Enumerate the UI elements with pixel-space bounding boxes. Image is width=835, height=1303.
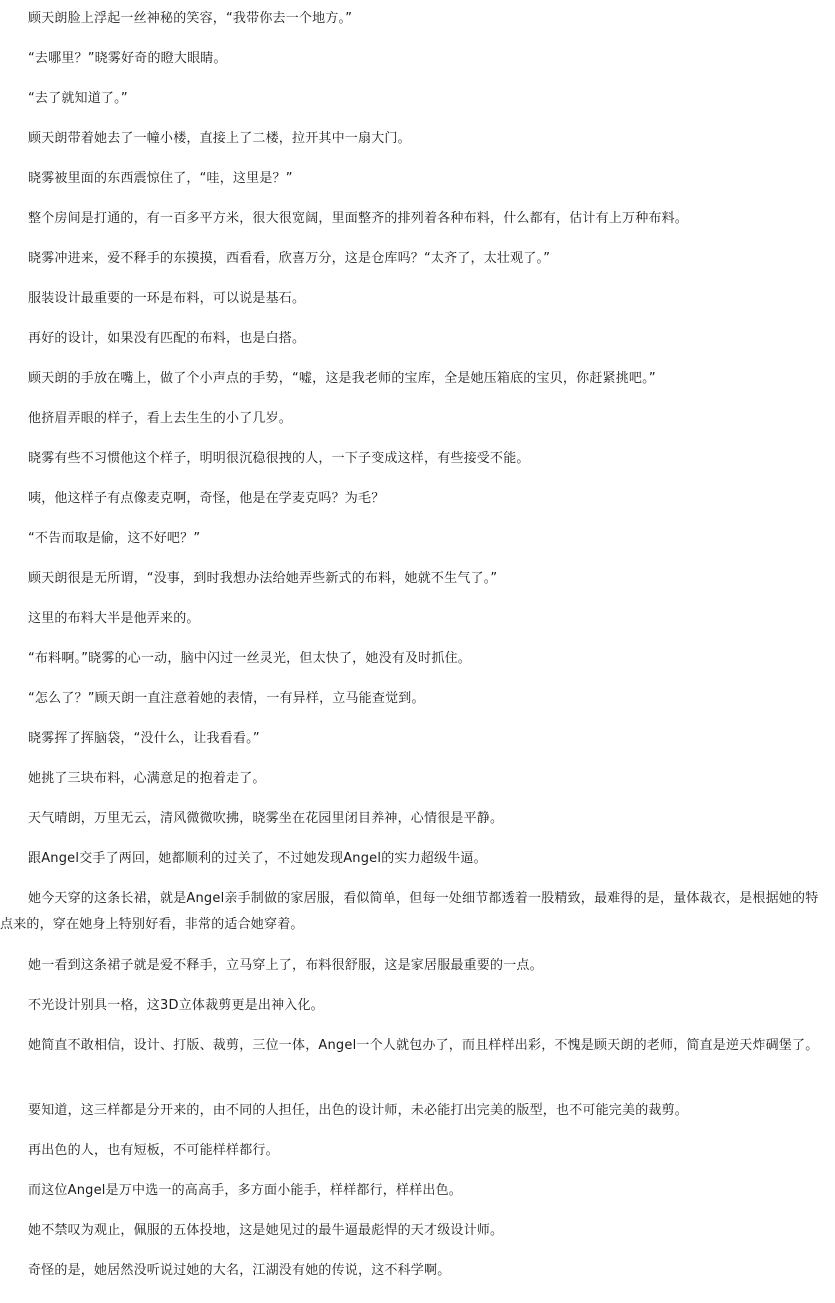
paragraph: 晓雾挥了挥脑袋，“没什么，让我看看。” [28, 731, 260, 746]
paragraph: “怎么了？”顾天朗一直注意着她的表情，一有异样，立马能查觉到。 [28, 691, 425, 706]
paragraph: 顾天朗脸上浮起一丝神秘的笑容，“我带你去一个地方。” [28, 11, 353, 26]
paragraph: 顾天朗带着她去了一幢小楼，直接上了二楼，拉开其中一扇大门。 [28, 131, 411, 146]
paragraph: 咦，他这样子有点像麦克啊，奇怪，他是在学麦克吗？为毛？ [28, 491, 385, 506]
paragraph: 再好的设计，如果没有匹配的布料，也是白搭。 [28, 331, 306, 346]
paragraph: 她简直不敢相信，设计、打版、裁剪，三位一体，Angel一个人就包办了，而且样样出彩，不愧是顾天朗的老师，简直是逆天炸碉堡了。 [28, 1038, 819, 1053]
paragraph: 她今天穿的这条长裙，就是Angel亲手制做的家居服，看似简单，但每一处细节都透着一股精致，最难得的是，量体裁衣，是根据她的特点来的，穿在她身上特别好看，非常的适合她穿着。 [0, 891, 819, 932]
paragraph: 不光设计别具一格，这3D立体裁剪更是出神入化。 [28, 998, 324, 1013]
paragraph: 晓雾有些不习惯他这个样子，明明很沉稳很拽的人，一下子变成这样，有些接受不能。 [28, 451, 530, 466]
paragraph: “不告而取是偷，这不好吧？” [28, 531, 201, 546]
paragraph: 而这位Angel是万中选一的高高手，多方面小能手，样样都行，样样出色。 [28, 1183, 462, 1198]
paragraph: 这里的布料大半是他弄来的。 [28, 611, 200, 626]
paragraph: 顾天朗很是无所谓，“没事，到时我想办法给她弄些新式的布料，她就不生气了。” [28, 571, 498, 586]
paragraph: “去了就知道了。” [28, 91, 128, 106]
paragraph: “去哪里？”晓雾好奇的瞪大眼睛。 [28, 51, 227, 66]
paragraph: 她不禁叹为观止，佩服的五体投地，这是她见过的最牛逼最彪悍的天才级设计师。 [28, 1223, 504, 1238]
paragraph: 顾天朗的手放在嘴上，做了个小声点的手势，“嘘，这是我老师的宝库，全是她压箱底的宝贝，你赶紧挑吧。” [28, 371, 656, 386]
paragraph: 整个房间是打通的，有一百多平方米，很大很宽阔，里面整齐的排列着各种布料，什么都有，估计有上万种布料。 [28, 211, 689, 226]
paragraph: “布料啊。”晓雾的心一动，脑中闪过一丝灵光，但太快了，她没有及时抓住。 [28, 651, 471, 666]
paragraph: 要知道，这三样都是分开来的，由不同的人担任，出色的设计师，未必能打出完美的版型，也不可能完美的裁剪。 [28, 1103, 689, 1118]
paragraph: 再出色的人，也有短板，不可能样样都行。 [28, 1143, 279, 1158]
paragraph: 服装设计最重要的一环是布料，可以说是基石。 [28, 291, 306, 306]
paragraph: 他挤眉弄眼的样子，看上去生生的小了几岁。 [28, 411, 293, 426]
paragraph: 晓雾被里面的东西震惊住了，“哇，这里是？” [28, 171, 293, 186]
paragraph: 天气晴朗，万里无云，清风微微吹拂，晓雾坐在花园里闭目养神，心情很是平静。 [28, 811, 504, 826]
paragraph: 她挑了三块布料，心满意足的抱着走了。 [28, 771, 266, 786]
paragraph: 跟Angel交手了两回，她都顺利的过关了，不过她发现Angel的实力超级牛逼。 [28, 851, 487, 866]
paragraph: 她一看到这条裙子就是爱不释手，立马穿上了，布料很舒服，这是家居服最重要的一点。 [28, 958, 543, 973]
paragraph: 晓雾冲进来，爱不释手的东摸摸，西看看，欣喜万分，这是仓库吗？“太齐了，太壮观了。” [28, 251, 551, 266]
paragraph: 奇怪的是，她居然没听说过她的大名，江湖没有她的传说，这不科学啊。 [28, 1263, 451, 1278]
